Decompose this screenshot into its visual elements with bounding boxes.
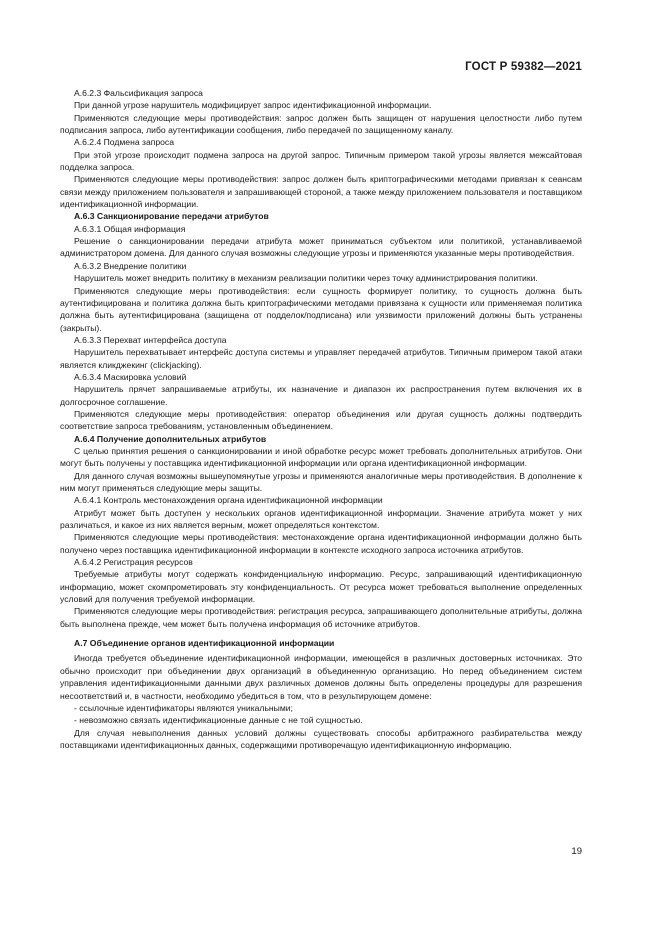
clause-heading: А.6.3.2 Внедрение политики (74, 260, 187, 271)
paragraph: Нарушитель может внедрить политику в механизм реализации политики через точку администрирования политики. (74, 273, 538, 284)
paragraph: С целью принятия решения о санкционировании и иной обработке ресурс может требовать дополнительных атрибутов. Они могут быть получены у поставщика идентификационной информации или органа идентификационной информации. (60, 445, 582, 469)
paragraph: Применяются следующие меры противодействия: регистрация ресурса, запрашивающего дополнительные атрибуты, должна быть выполнена прежде, чем может быть получена информация об источнике атрибутов. (60, 606, 582, 629)
list-item: - ссылочные идентификаторы являются уникальными; (74, 702, 293, 713)
paragraph: Применяются следующие меры противодействия: запрос должен быть криптографическими методами привязан к сеансам связи между приложением пользователя и запрашивающей стороной, а также между приложением пользователя и поставщиком идентификационной информации. (60, 174, 582, 210)
standard-header: ГОСТ Р 59382—2021 (465, 61, 582, 73)
paragraph: Применяются следующие меры противодействия: местонахождение органа идентификационной информации должно быть получено через поставщика идентификационной информации в контексте исходного запроса источника атрибутов. (60, 532, 582, 555)
paragraph: Применяются следующие меры противодействия: запрос должен быть защищен от нарушения целостности либо путем подписания запроса, либо аутентификации сообщения, либо передачей по защищенному каналу. (60, 112, 582, 136)
clause-heading: А.6.3.1 Общая информация (74, 223, 186, 234)
clause-heading: А.6.3.4 Маскировка условий (74, 371, 187, 382)
paragraph: Атрибут может быть доступен у нескольких органов идентификационной информации. Значение атрибута может у них различаться, и какое из них является верным, может определяться контекстом. (60, 507, 582, 531)
paragraph: Иногда требуется объединение идентификационной информации, имеющейся в различных достоверных источниках. Это обычно происходит при объединении двух организаций в объединенную организацию. Но перед объединением систем управления идентификационными данными двух различных доменов должны быть определены процедуры для разрешения несоответствий и, в частности, необходимо убедиться в том, что в результирующем домене: (60, 653, 582, 701)
paragraph: Применяются следующие меры противодействия: если сущность формирует политику, то сущность должна быть аутентифицирована и политика должна быть криптографическими методами привязана к сущности или применяемая политика должна быть аутентифицирована (защищена от подделок/подписана) или уязвимости приложений должны быть устранены (закрыты). (60, 285, 582, 333)
paragraph: Нарушитель прячет запрашиваемые атрибуты, их назначение и диапазон их распространения путем включения их в долгосрочное соглашение. (60, 384, 582, 407)
paragraph: Требуемые атрибуты могут содержать конфиденциальную информацию. Ресурс, запрашивающий идентификационную информацию, может скомпрометировать эту конфиденциальность. От ресурса может требоваться выполнение определенных условий для получения требуемой информации. (60, 569, 582, 605)
paragraph: При данной угрозе нарушитель модифицирует запрос идентификационной информации. (74, 100, 432, 111)
section-heading: А.7 Объединение органов идентификационной информации (74, 638, 335, 649)
clause-heading: А.6.2.3 Фальсификация запроса (74, 88, 203, 98)
paragraph: Нарушитель перехватывает интерфейс доступа системы и управляет передачей атрибутов. Типичным примером такой атаки является кликджекинг (clickjacking). (60, 347, 582, 370)
paragraph: Решение о санкционировании передачи атрибута может приниматься субъектом или политикой, устанавливаемой администратором домена. Для данного случая возможны следующие угрозы и применяются указанные меры противодействия. (60, 236, 582, 259)
clause-heading: А.6.4.1 Контроль местонахождения органа идентификационной информации (74, 495, 383, 506)
section-heading: А.6.4 Получение дополнительных атрибутов (74, 433, 267, 444)
page-number: 19 (571, 846, 582, 857)
clause-heading: А.6.4.2 Регистрация ресурсов (74, 557, 193, 568)
document-body (60, 87, 582, 751)
paragraph: Для данного случая возможны вышеупомянутые угрозы и применяются аналогичные меры противодействия. В дополнение к ним могут применяться следующие меры защиты. (60, 470, 582, 493)
list-item: - невозможно связать идентификационные данные с не той сущностью. (74, 715, 363, 726)
clause-heading: А.6.2.4 Подмена запроса (74, 137, 175, 148)
clause-heading: А.6.3.3 Перехват интерфейса доступа (74, 334, 227, 345)
paragraph: При этой угрозе происходит подмена запроса на другой запрос. Типичным примером такой угрозы является межсайтовая подделка запроса. (60, 149, 582, 173)
section-heading: А.6.3 Санкционирование передачи атрибутов (74, 211, 269, 222)
paragraph: Применяются следующие меры противодействия: оператор объединения или другая сущность должны подтвердить соответствие запроса требованиям, установленным объединением. (60, 408, 582, 432)
paragraph: Для случая невыполнения данных условий должны существовать способы арбитражного разбирательства между поставщиками идентификационных данных, содержащими противоречащую идентификационную информацию. (60, 727, 582, 750)
